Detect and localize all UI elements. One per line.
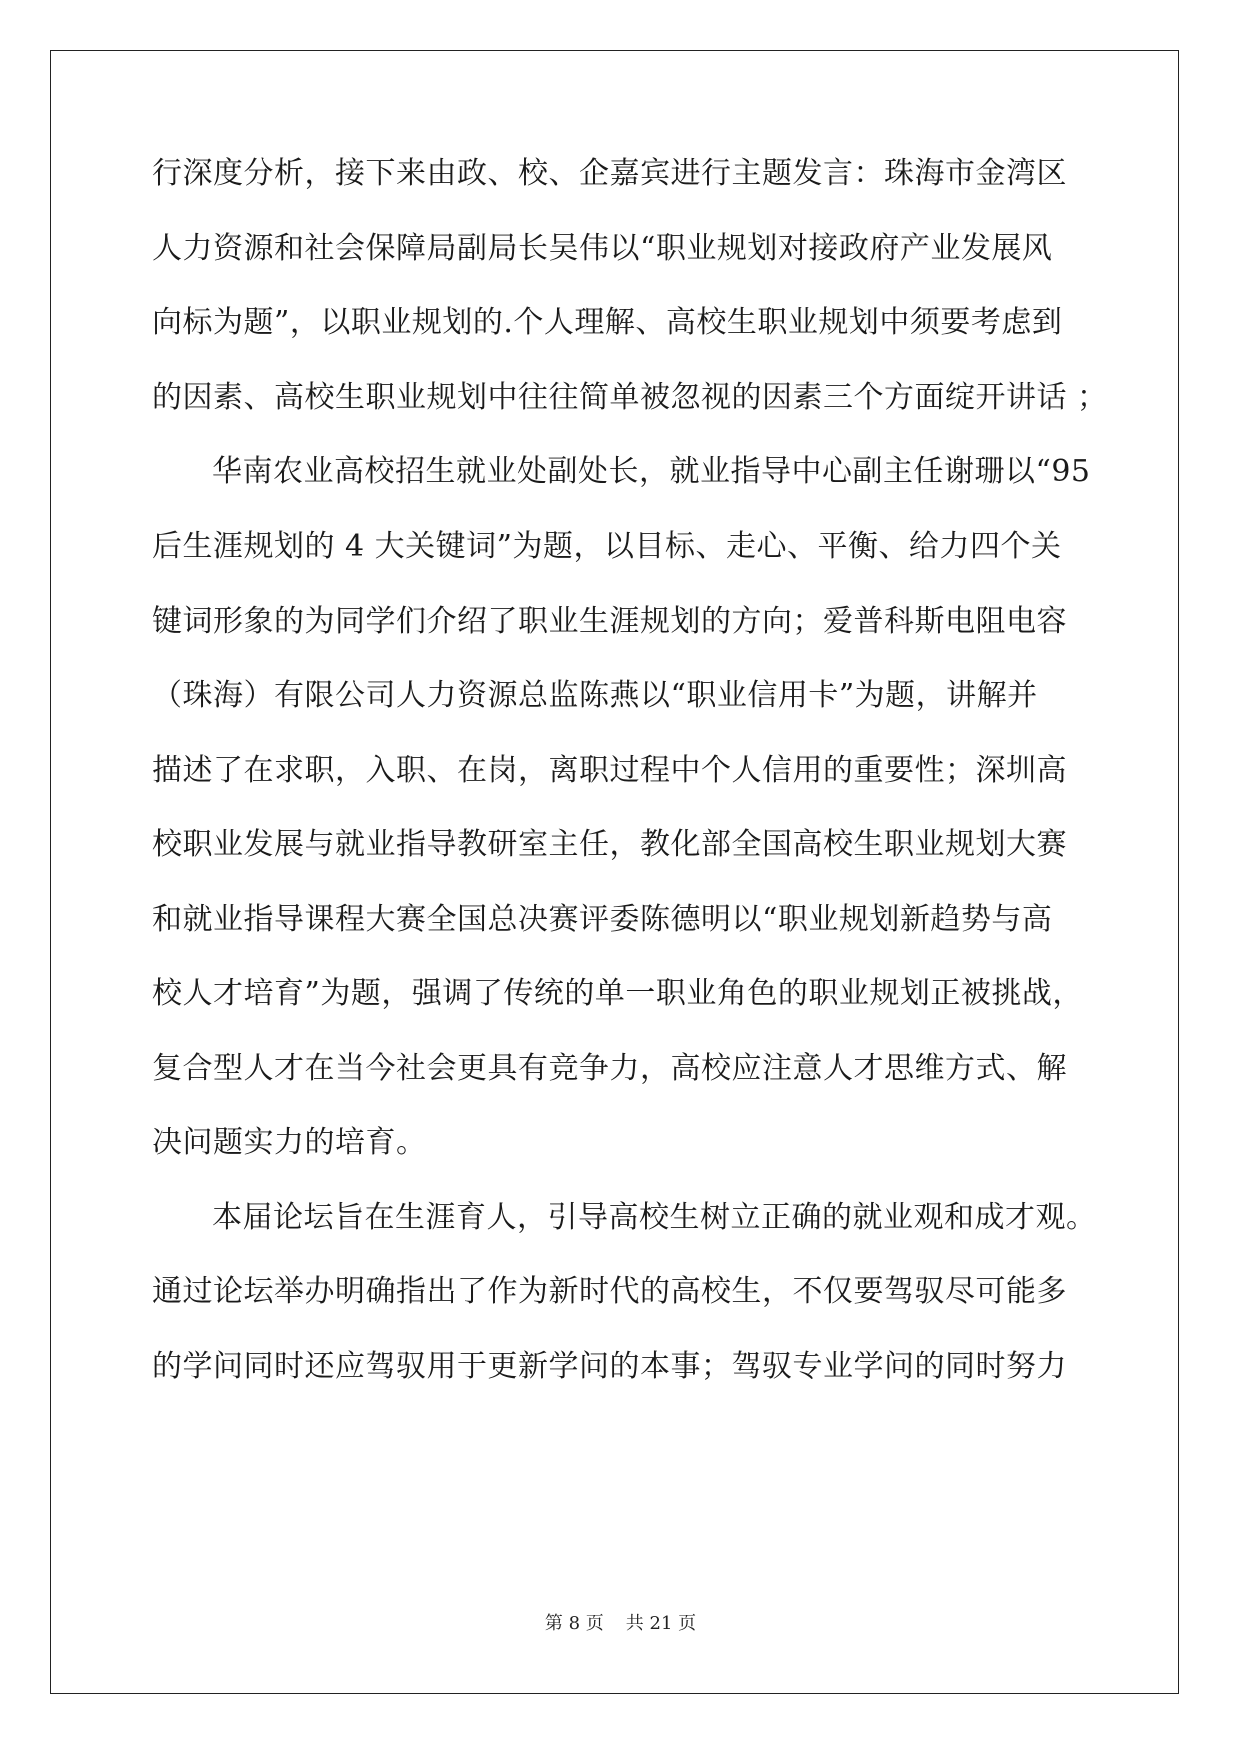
text-line: 校人才培育”为题，强调了传统的单一职业角色的职业规划正被挑战， <box>152 976 1083 1011</box>
page-number: 第 8 页 <box>544 1613 604 1634</box>
text-line: 的学问同时还应驾驭用于更新学问的本事；驾驭专业学问的同时努力 <box>152 1349 1067 1384</box>
page-border <box>50 50 1179 1694</box>
text-line: 人力资源和社会保障局副局长吴伟以“职业规划对接政府产业发展风 <box>152 231 1053 266</box>
text-line: 通过论坛举办明确指出了作为新时代的高校生，不仅要驾驭尽可能多 <box>152 1274 1067 1309</box>
text-line: 决问题实力的培育。 <box>152 1125 427 1160</box>
text-line: 行深度分析，接下来由政、校、企嘉宾进行主题发言：珠海市金湾区 <box>152 156 1067 191</box>
text-line: 向标为题”，以职业规划的.个人理解、高校生职业规划中须要考虑到 <box>152 305 1063 340</box>
text-line: 的因素、高校生职业规划中往往简单被忽视的因素三个方面绽开讲话 ； <box>152 380 1108 415</box>
page-footer <box>0 1613 1241 1635</box>
paragraph-first-line: 华南农业高校招生就业处副处长，就业指导中心副主任谢珊以“95 <box>212 454 1091 489</box>
text-line: （珠海）有限公司人力资源总监陈燕以“职业信用卡”为题，讲解并 <box>152 678 1038 713</box>
text-line: 描述了在求职，入职、在岗，离职过程中个人信用的重要性；深圳高 <box>152 753 1067 788</box>
text-line: 键词形象的为同学们介绍了职业生涯规划的方向；爱普科斯电阻电容 <box>152 604 1067 639</box>
text-line: 复合型人才在当今社会更具有竞争力，高校应注意人才思维方式、解 <box>152 1051 1067 1086</box>
text-line: 和就业指导课程大赛全国总决赛评委陈德明以“职业规划新趋势与高 <box>152 902 1053 937</box>
paragraph-first-line: 本届论坛旨在生涯育人，引导高校生树立正确的就业观和成才观。 <box>212 1200 1097 1235</box>
text-line: 后生涯规划的 4 大关键词”为题，以目标、走心、平衡、给力四个关 <box>152 529 1062 564</box>
text-line: 校职业发展与就业指导教研室主任，教化部全国高校生职业规划大赛 <box>152 827 1067 862</box>
page-total: 共 21 页 <box>625 1613 697 1634</box>
